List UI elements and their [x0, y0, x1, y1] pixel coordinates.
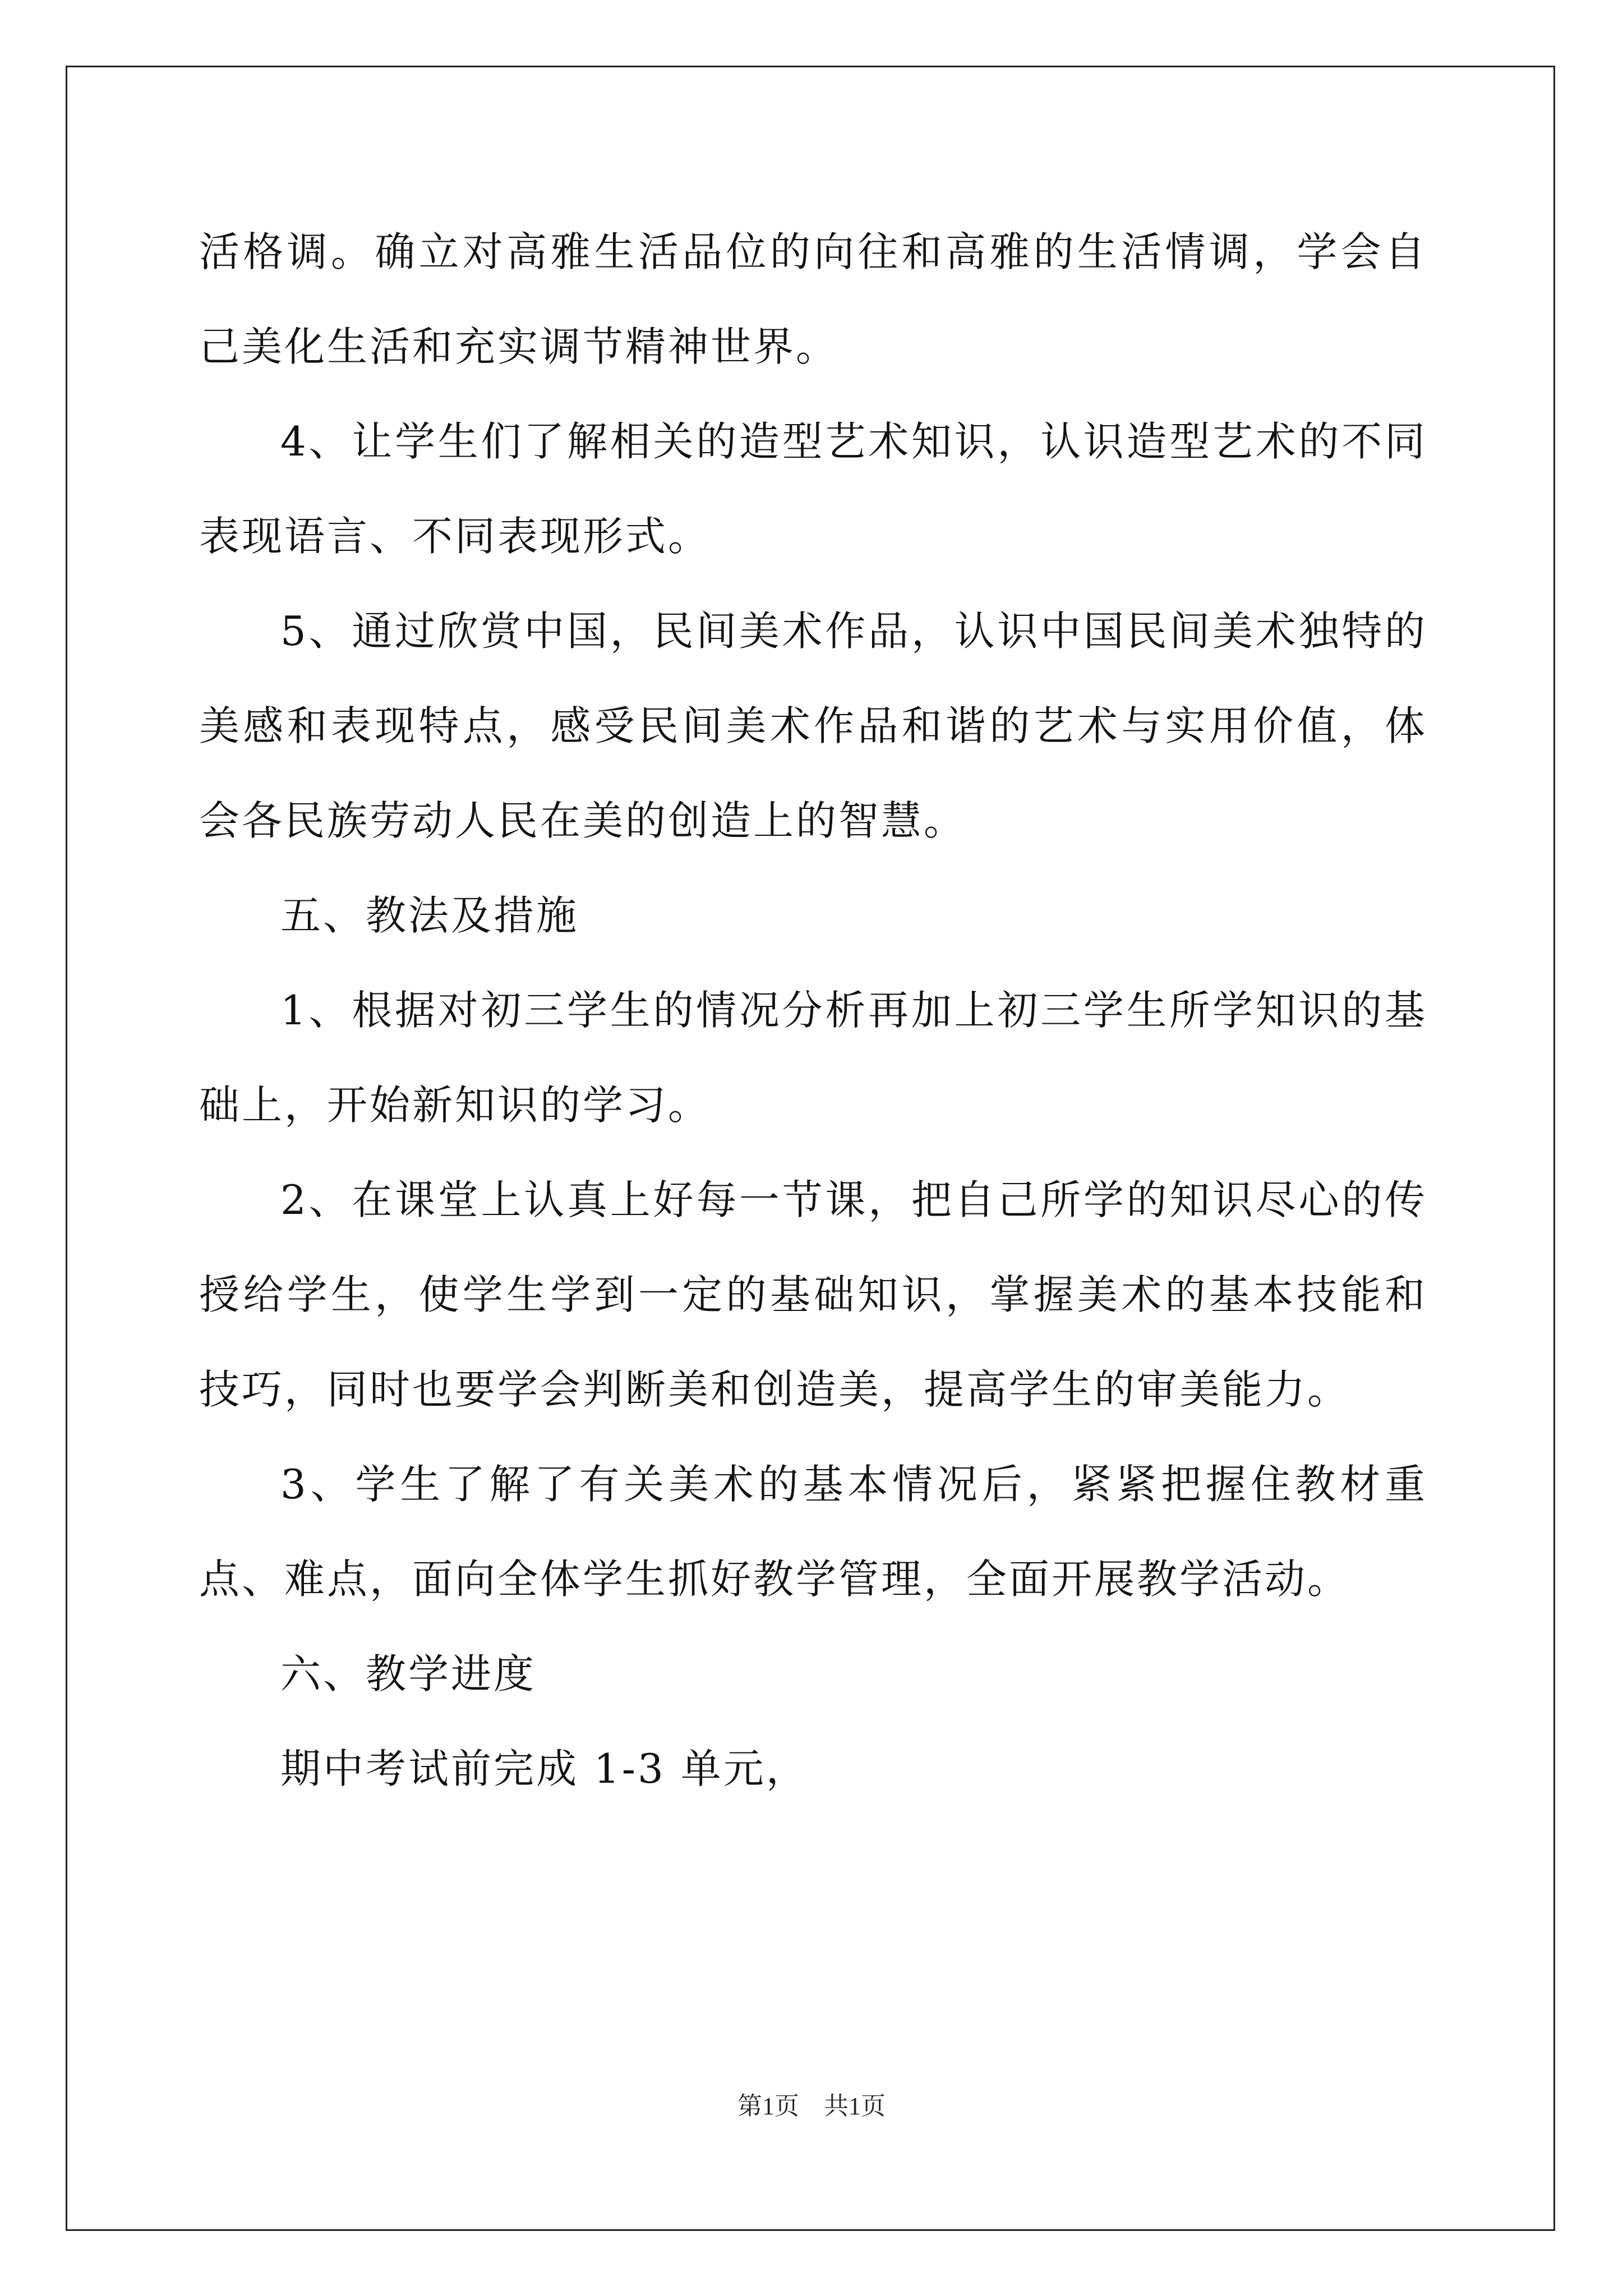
- paragraph: 3、学生了解了有关美术的基本情况后，紧紧把握住教材重点、难点，面向全体学生抓好教学管理，全面开展教学活动。: [199, 1461, 1427, 1603]
- section-heading: 五、教法及措施: [280, 892, 579, 939]
- paragraph: 期中考试前完成 1-3 单元，: [280, 1745, 809, 1792]
- section-heading: 六、教学进度: [280, 1650, 537, 1697]
- paragraph: 2、在课堂上认真上好每一节课，把自己所学的知识尽心的传授给学生，使学生学到一定的基础知识，掌握美术的基本技能和技巧，同时也要学会判断美和创造美，提高学生的审美能力。: [199, 1176, 1427, 1413]
- paragraph: 活格调。确立对高雅生活品位的向往和高雅的生活情调，学会自己美化生活和充实调节精神世界。: [199, 228, 1427, 370]
- paragraph: 5、通过欣赏中国，民间美术作品，认识中国民间美术独特的美感和表现特点，感受民间美术作品和谐的艺术与实用价值，体会各民族劳动人民在美的创造上的智慧。: [199, 608, 1427, 844]
- page-number-footer: 第1页 共1页: [737, 2092, 886, 2120]
- document-body: [199, 205, 1427, 1816]
- paragraph: 4、让学生们了解相关的造型艺术知识，认识造型艺术的不同表现语言、不同表现形式。: [199, 418, 1427, 560]
- paragraph: 1、根据对初三学生的情况分析再加上初三学生所学知识的基础上，开始新知识的学习。: [199, 987, 1427, 1129]
